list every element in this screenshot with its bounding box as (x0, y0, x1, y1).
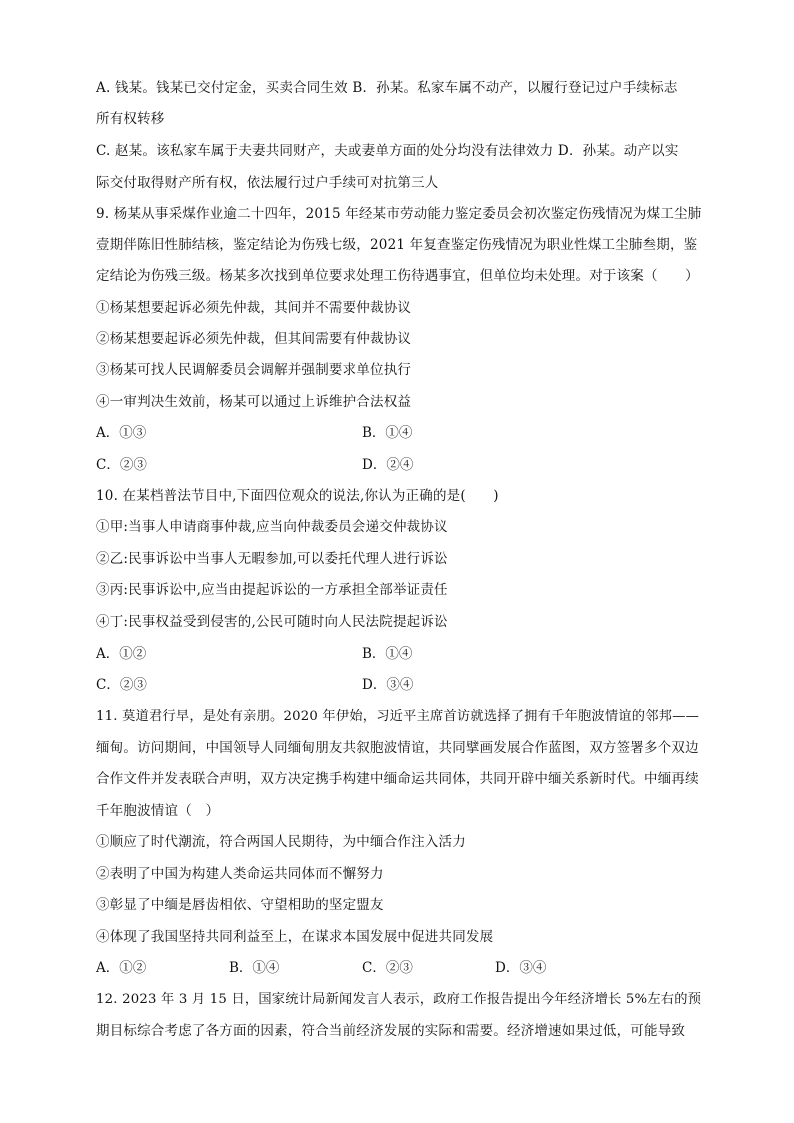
q11-item-2: ②表明了中国为构建人类命运共同体而不懈努力 (96, 866, 384, 882)
q9-item-2: ②杨某想要起诉必须先仲裁，但其间需要有仲裁协议 (96, 331, 412, 347)
q10-option-a: A．①② (96, 646, 147, 662)
q10-option-c: C．②③ (96, 677, 147, 693)
q10-stem-1: 10. 在某档普法节目中,下面四位观众的说法,你认为正确的是( ) (96, 488, 499, 504)
q10-item-4: ④丁:民事权益受到侵害的,公民可随时向人民法院提起诉讼 (96, 614, 448, 630)
q11-option-b: B．①④ (229, 960, 280, 976)
q10-option-d: D．③④ (362, 677, 414, 693)
q8-line-1: A. 钱某。钱某已交付定金，买卖合同生效 B．孙某。私家车属不动产，以履行登记过户手续标志 (96, 80, 678, 96)
q10-option-b: B．①④ (362, 646, 413, 662)
q12-stem-2: 期目标综合考虑了各方面的因素，符合当前经济发展的实际和需要。经济增速如果过低，可能导致 (96, 1023, 686, 1039)
q11-option-d: D．③④ (495, 960, 547, 976)
q11-stem-1: 11. 莫道君行早，是处有亲朋。2020 年伊始，习近平主席首访就选择了拥有千年胞波情谊的邻邦—— (96, 709, 700, 724)
q8-line-4: 际交付取得财产所有权，依法履行过户手续可对抗第三人 (96, 175, 439, 191)
q10-item-3: ③丙:民事诉讼中,应当由提起诉讼的一方承担全部举证责任 (96, 582, 448, 598)
q11-stem-4: 千年胞波情谊（ ） (96, 803, 220, 819)
q10-item-2: ②乙:民事诉讼中当事人无暇参加,可以委托代理人进行诉讼 (96, 551, 448, 567)
q9-option-d: D．②④ (362, 457, 414, 473)
q8-line-3: C. 赵某。该私家车属于夫妻共同财产，夫或妻单方面的处分均没有法律效力 D．孙某。动产以实 (96, 143, 679, 159)
q11-option-a: A．①② (96, 960, 147, 976)
q9-stem-3: 定结论为伤残三级。杨某多次找到单位要求处理工伤待遇事宜，但单位均未处理。对于该案（ ） (96, 268, 699, 284)
q9-stem-2: 壹期伴陈旧性肺结核，鉴定结论为伤残七级，2021 年复查鉴定伤残情况为职业性煤工尘肺叁期，鉴 (96, 237, 698, 253)
q9-option-b: B．①④ (362, 425, 413, 441)
q11-item-1: ①顺应了时代潮流，符合两国人民期待，为中缅合作注入活力 (96, 834, 466, 850)
q9-item-3: ③杨某可找人民调解委员会调解并强制要求单位执行 (96, 362, 412, 378)
q12-stem-1: 12. 2023 年 3 月 15 日，国家统计局新闻发言人表示，政府工作报告提出今年经济增长 5%左右的预 (96, 992, 702, 1007)
q11-item-4: ④体现了我国坚持共同利益至上，在谋求本国发展中促进共同发展 (96, 929, 494, 945)
q9-item-4: ④一审判决生效前，杨某可以通过上诉维护合法权益 (96, 394, 412, 410)
q9-option-a: A．①③ (96, 425, 147, 441)
q9-option-c: C．②③ (96, 457, 147, 473)
q9-item-1: ①杨某想要起诉必须先仲裁，其间并不需要仲裁协议 (96, 300, 412, 316)
q8-line-2: 所有权转移 (96, 111, 165, 127)
q11-stem-2: 缅甸。访问期间，中国领导人同缅甸朋友共叙胞波情谊，共同擘画发展合作蓝图，双方签署多个双边 (96, 740, 699, 756)
q11-option-c: C．②③ (362, 960, 413, 976)
q9-stem-1: 9. 杨某从事采煤作业逾二十四年，2015 年经某市劳动能力鉴定委员会初次鉴定伤残情况为煤工尘肺 (96, 206, 702, 222)
q11-stem-3: 合作文件并发表联合声明，双方决定携手构建中缅命运共同体，共同开辟中缅关系新时代。中缅再续 (96, 771, 699, 787)
q10-item-1: ①甲:当事人申请商事仲裁,应当向仲裁委员会递交仲裁协议 (96, 519, 448, 535)
q11-item-3: ③彰显了中缅是唇齿相依、守望相助的坚定盟友 (96, 897, 384, 913)
